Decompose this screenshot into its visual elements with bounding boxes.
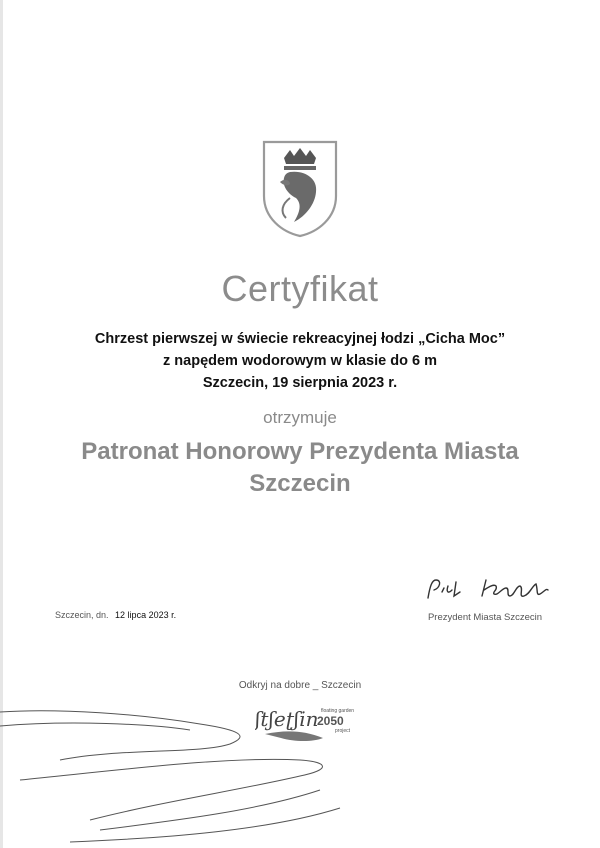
city-slogan: Odkryj na dobre _ Szczecin	[238, 680, 362, 691]
recipient-line: Patronat Honorowy Prezydenta Miasta	[81, 438, 519, 465]
signature-image	[420, 572, 560, 608]
event-line: z napędem wodorowym w klasie do 6 m	[163, 353, 437, 369]
place-date	[55, 610, 176, 620]
stettin-2050-logo	[255, 700, 365, 744]
event-line: Chrzest pierwszej w świecie rekreacyjnej łodzi „Cicha Moc”	[94, 331, 506, 347]
logo-year: 2050	[317, 714, 344, 728]
place-label: Szczecin, dn.	[55, 610, 109, 620]
logo-tagline: floating garden	[321, 708, 355, 714]
logo-graphic	[255, 700, 365, 744]
certificate-title: Certyfikat	[221, 268, 379, 309]
coat-of-arms-icon	[260, 138, 340, 238]
logo-subtitle: project	[335, 728, 351, 734]
issue-date: 12 lipca 2023 r.	[115, 610, 177, 620]
recipient	[20, 436, 580, 500]
event-line: Szczecin, 19 sierpnia 2023 r.	[202, 375, 398, 391]
recipient-line: Szczecin	[249, 470, 351, 497]
signer-title: Prezydent Miasta Szczecin	[427, 612, 543, 623]
logo-wordmark: ʃtʃeʈʃin	[255, 707, 319, 731]
receives-label: otrzymuje	[263, 408, 337, 427]
event-description	[40, 328, 560, 394]
